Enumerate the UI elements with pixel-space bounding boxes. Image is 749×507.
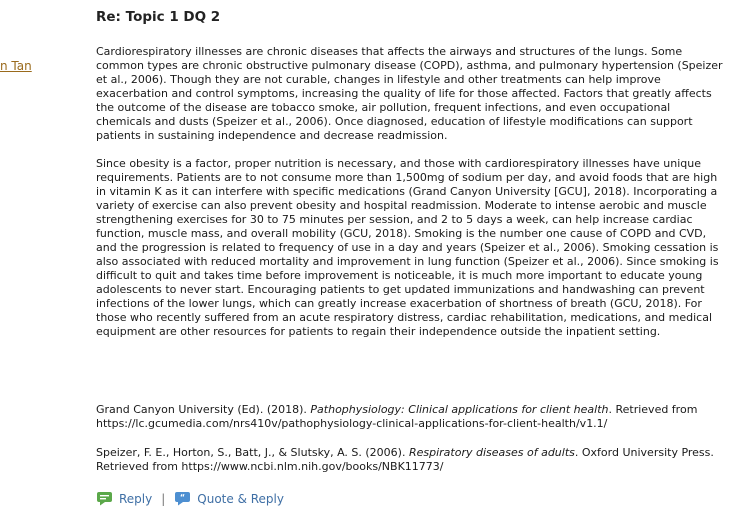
references [96,403,726,474]
reference-title: Respiratory diseases of adults [408,446,575,459]
reference-source: . Retrieved from https://lc.gcumedia.com/nrs410v/pathophysiology-clinical-applications-for-client-health/v1.1/ [96,403,698,430]
quote-reply-label: Quote & Reply [197,491,284,506]
svg-text:“: “ [180,493,186,502]
post-title: Re: Topic 1 DQ 2 [96,9,221,25]
quote-icon [174,491,192,506]
reference-item [96,403,726,431]
reference-item [96,446,726,474]
reference-title: Pathophysiology: Clinical applications for client health [310,403,609,416]
quote-reply-button[interactable] [174,491,284,506]
reply-icon [96,491,114,506]
reference-source: . Oxford University Press. Retrieved from https://www.ncbi.nlm.nih.gov/books/NBK11773/ [96,446,714,473]
reference-authors: Grand Canyon University (Ed). (2018). [96,403,311,416]
post-paragraph: Since obesity is a factor, proper nutrition is necessary, and those with cardiorespiratory illnesses have unique requirements. Patients are to not consume more than 1,500mg of sodium per day, and avoid foods that are high in vitamin K as it can interfere with specific medications (Grand Canyon University [GCU], 2018). Incorporating a variety of exercise can also prevent obesity and hospital readmission. Moderate to intense aerobic and muscle strengthening exercises for 30 to 75 minutes per session, and 2 to 5 days a week, can help increase cardiac function, muscle mass, and overall mobility (GCU, 2018). Smoking is the number one cause of COPD and CVD, and the progression is related to frequency of use in a day and years (Speizer et al., 2006). Smoking cessation is also associated with reduced mortality and improvement in lung function (Speizer et al., 2006). Since smoking is difficult to quit and takes time before improvement is noticeable, it is much more important to educate young adolescents to never start. Encouraging patients to get updated immunizations and handwashing can prevent infections of the lower lungs, which can greatly increase exacerbation of shortness of breath (GCU, 2018). For those who recently suffered from an acute respiratory distress, cardiac rehabilitation, medications, and medical equipment are other resources for patients to regain their independence outside the inpatient setting. [96,157,719,338]
post-paragraph: Cardiorespiratory illnesses are chronic diseases that affects the airways and structures of the lungs. Some common types are chronic obstructive pulmonary disease (COPD), asthma, and pulmonary hypertension (Speizer et al., 2006). Though they are not curable, changes in lifestyle and other treatments can help improve exacerbation and control symptoms, increasing the quality of life for those affected. Factors that greatly affects the outcome of the disease are tobacco smoke, air pollution, frequent infections, and even occupational chemicals and dusts (Speizer et al., 2006). Once diagnosed, education of lifestyle modifications can support patients in sustaining independence and decrease readmission. [96,45,723,142]
post-body [96,9,726,489]
reply-label: Reply [119,491,153,506]
author-name-link[interactable]: n Tan [0,59,32,73]
reply-button[interactable] [96,491,152,506]
reference-authors: Speizer, F. E., Horton, S., Batt, J., & Slutsky, A. S. (2006). [96,446,409,459]
action-separator: | [161,491,166,506]
post-actions [96,491,284,506]
